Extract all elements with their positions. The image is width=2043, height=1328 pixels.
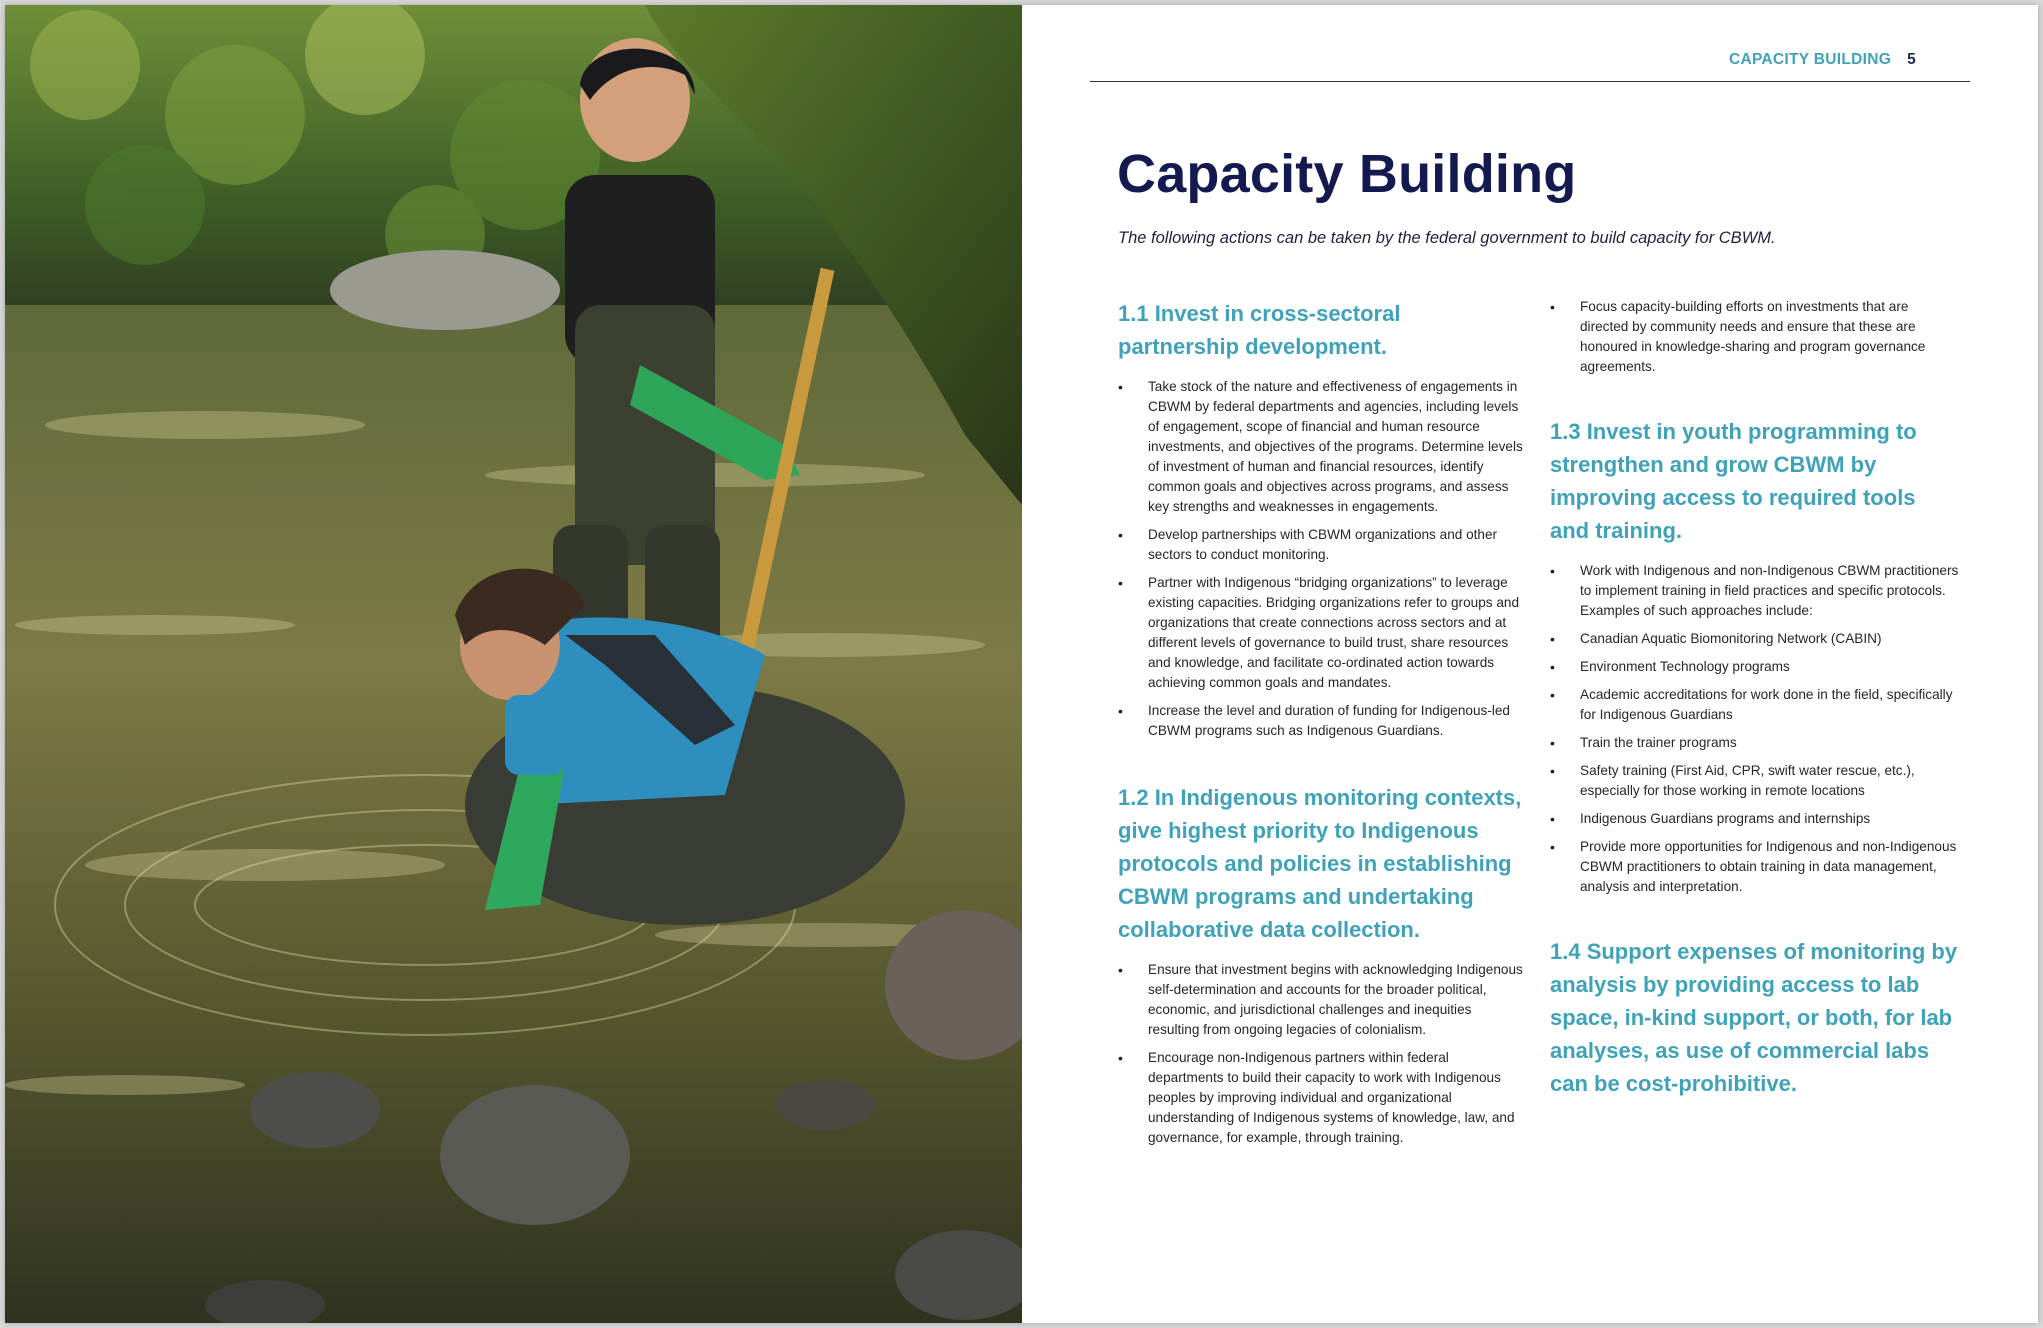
section-heading-1-4: 1.4 Support expenses of monitoring by analysis by providing access to lab space, in-kind support, or both, for lab analyses, as use of commercial labs can be cost-prohibitive.	[1550, 939, 1958, 1096]
list-item: • Train the trainer programs	[1550, 733, 1960, 753]
bullet-list-1-3	[1550, 561, 1960, 897]
left-column	[1118, 297, 1526, 1156]
list-item: • Encourage non-Indigenous partners within federal departments to build their capacity to work with Indigenous peoples by improving individual and organizational understanding of Indigenous systems of knowledge, law, and governance, for example, through training.	[1118, 1048, 1526, 1148]
list-item: • Ensure that investment begins with acknowledging Indigenous self-determination and accounts for the broader political, economic, and jurisdictional challenges and inequities resulting from ongoing legacies of colonialism.	[1118, 960, 1526, 1040]
document-spread	[5, 5, 2038, 1323]
list-item: • Safety training (First Aid, CPR, swift water rescue, etc.), especially for those working in remote locations	[1550, 761, 1960, 801]
right-column	[1550, 297, 1960, 1114]
list-item: • Partner with Indigenous “bridging organizations” to leverage existing capacities. Bridging organizations refer to groups and organizations that create connections across sectors and at different levels of governance to build trust, share resources and knowledge, and facilitate co-ordinated action towards achieving common goals and mandates.	[1118, 573, 1526, 693]
list-item: • Focus capacity-building efforts on investments that are directed by community needs and ensure that these are honoured in knowledge-sharing and program governance agreements.	[1550, 297, 1960, 377]
list-item: • Canadian Aquatic Biomonitoring Network (CABIN)	[1550, 629, 1960, 649]
list-item: • Increase the level and duration of funding for Indigenous-led CBWM programs such as Indigenous Guardians.	[1118, 701, 1526, 741]
section-heading-1-2: 1.2 In Indigenous monitoring contexts, give highest priority to Indigenous protocols and policies in establishing CBWM programs and undertaking collaborative data collection.	[1118, 785, 1522, 942]
list-item: • Indigenous Guardians programs and internships	[1550, 809, 1960, 829]
bullet-list-1-2-continued	[1550, 297, 1960, 377]
header-rule	[1090, 81, 1970, 82]
bullet-list-1-1	[1118, 377, 1526, 741]
list-item: • Environment Technology programs	[1550, 657, 1960, 677]
list-item: • Develop partnerships with CBWM organizations and other sectors to conduct monitoring.	[1118, 525, 1526, 565]
section-heading-1-1: 1.1 Invest in cross-sectoral partnership development.	[1118, 301, 1401, 359]
intro-text: The following actions can be taken by the federal government to build capacity for CBWM.	[1118, 229, 1776, 247]
list-item: • Take stock of the nature and effectiveness of engagements in CBWM by federal departments and agencies, including levels of engagement, scope of financial and human resource investments, and objectives of the programs. Determine levels of investment of human and financial resources, identify common goals and objectives across programs, and assess key strengths and weaknesses in engagements.	[1118, 377, 1526, 517]
list-item: • Academic accreditations for work done in the field, specifically for Indigenous Guardians	[1550, 685, 1960, 725]
page-number: 5	[1907, 51, 1916, 68]
running-header-section: CAPACITY BUILDING	[1728, 51, 1892, 68]
page-title: Capacity Building	[1117, 144, 1577, 204]
bullet-list-1-2	[1118, 960, 1526, 1148]
text-page	[1022, 5, 2038, 1323]
list-item: • Work with Indigenous and non-Indigenous CBWM practitioners to implement training in field practices and specific protocols. Examples of such approaches include:	[1550, 561, 1960, 621]
stream-monitoring-photo	[5, 5, 1022, 1323]
running-header	[1729, 51, 1916, 69]
list-item: • Provide more opportunities for Indigenous and non-Indigenous CBWM practitioners to obtain training in data management, analysis and interpretation.	[1550, 837, 1960, 897]
section-heading-1-3: 1.3 Invest in youth programming to strengthen and grow CBWM by improving access to required tools and training.	[1550, 419, 1917, 543]
